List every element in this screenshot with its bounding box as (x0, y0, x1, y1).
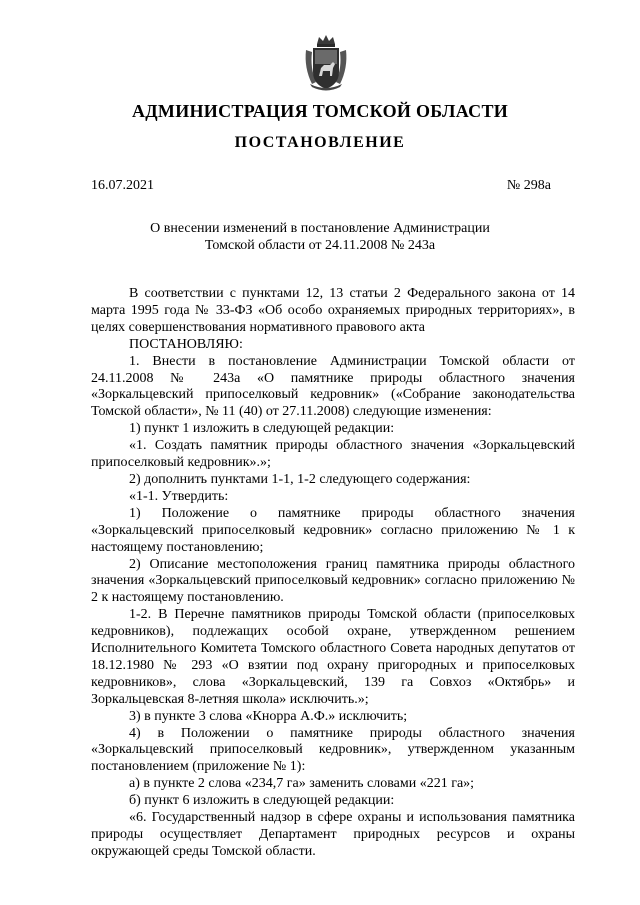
body-paragraph: 2) дополнить пунктами 1-1, 1-2 следующего содержания: (129, 471, 471, 487)
body-paragraph: 2) Описание местоположения границ памятника природы областного значения «Зоркальцевский припоселковый кедровник» согласно приложению № 2 к настоящему постановлению. (91, 556, 575, 606)
body-paragraph: 1) пункт 1 изложить в следующей редакции: (129, 421, 395, 437)
body-paragraph: ПОСТАНОВЛЯЮ: (129, 336, 243, 352)
agency-name: АДМИНИСТРАЦИЯ ТОМСКОЙ ОБЛАСТИ (131, 101, 509, 121)
body-paragraph: «1-1. Утвердить: (129, 488, 229, 504)
body-paragraph: 1) Положение о памятнике природы областного значения «Зоркальцевский припоселковый кедровник» согласно приложению № 1 к настоящему постановлению; (91, 505, 575, 555)
body-paragraph: В соответствии с пунктами 12, 13 статьи 2 Федерального закона от 14 марта 1995 года № 33-ФЗ «Об особо охраняемых природных территориях», в целях совершенствования нормативного правового акта (91, 286, 575, 335)
body-paragraph: «1. Создать памятник природы областного значения «Зоркальцевский припоселковый кедровник».»; (91, 438, 575, 471)
body-paragraph: 4) в Положении о памятнике природы областного значения «Зоркальцевский припоселковый кедровник», утвержденном указанным постановлением (приложение № 1): (91, 725, 575, 775)
body-paragraph: 1. Внести в постановление Администрации Томской области от 24.11.2008 № 243а «О памятнике природы областного значения «Зоркальцевский припоселковый кедровник» («Собрание законодательства Томской области», № 11 (40) от 27.11.2008) следующие изменения: (91, 353, 575, 420)
document-date: 16.07.2021 (91, 178, 154, 193)
body-paragraph: б) пункт 6 изложить в следующей редакции: (129, 793, 395, 809)
tomsk-oblast-coat-of-arms-icon (302, 34, 350, 92)
body-paragraph: 3) в пункте 3 слова «Кнорра А.Ф.» исключить; (129, 708, 408, 724)
subject-line: Томской области от 24.11.2008 № 243а (204, 238, 436, 253)
document-body (91, 286, 575, 861)
body-paragraph: 1-2. В Перечне памятников природы Томской области (припоселковых кедровников), подлежащих особой охране, утвержденном решением Исполнительного Комитета Томского областного Совета народных депутатов от 18.12.1980 № 293 «О взятии под охрану пригородных и припоселковых кедровников», слова «Зоркальцевский, 139 га Совхоз «Октябрь» и Зоркальцевская 8-летняя школа» исключить.»; (91, 607, 575, 707)
body-paragraph: «6. Государственный надзор в сфере охраны и использования памятника природы осуществляет Департамент природных ресурсов и охраны окружающей среды Томской области. (91, 810, 575, 859)
document-type: ПОСТАНОВЛЕНИЕ (234, 134, 406, 151)
subject-line: О внесении изменений в постановление Администрации (150, 221, 490, 236)
document-number: № 298а (506, 178, 551, 193)
document-subject (140, 220, 500, 254)
body-paragraph: а) в пункте 2 слова «234,7 га» заменить словами «221 га»; (129, 776, 475, 792)
